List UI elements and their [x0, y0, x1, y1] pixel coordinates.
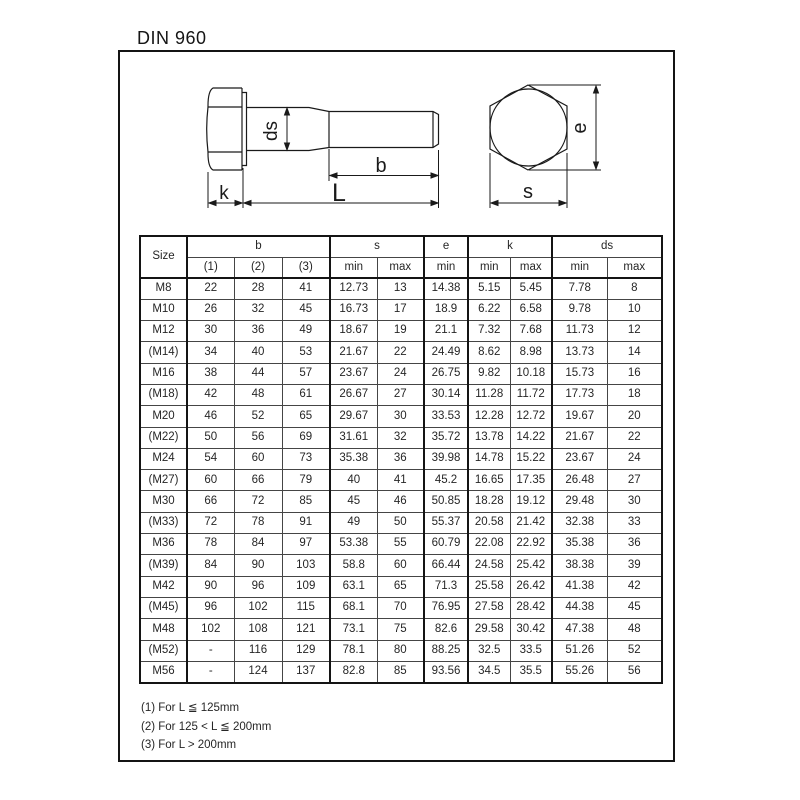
value-cell: 72 — [187, 512, 234, 533]
value-cell: 7.32 — [468, 321, 510, 342]
value-cell: 19.12 — [510, 491, 552, 512]
bolt-side-view — [207, 88, 439, 170]
value-cell: 26 — [187, 299, 234, 320]
value-cell: 44 — [234, 363, 282, 384]
value-cell: 38.38 — [552, 555, 607, 576]
value-cell: 23.67 — [330, 363, 377, 384]
value-cell: 14 — [607, 342, 662, 363]
size-cell: (M39) — [140, 555, 187, 576]
value-cell: 8.62 — [468, 342, 510, 363]
table-row — [140, 534, 662, 555]
value-cell: 85 — [377, 661, 424, 682]
value-cell: 29.58 — [468, 619, 510, 640]
b-dimension — [329, 149, 438, 181]
value-cell: 18.67 — [330, 321, 377, 342]
value-cell: 13.73 — [552, 342, 607, 363]
subcol-s-max: max — [377, 257, 424, 278]
s-label: s — [523, 181, 533, 203]
value-cell: 68.1 — [330, 597, 377, 618]
size-cell: (M27) — [140, 470, 187, 491]
value-cell: 61 — [282, 384, 330, 405]
value-cell: 96 — [234, 576, 282, 597]
size-cell: M10 — [140, 299, 187, 320]
value-cell: 22.92 — [510, 534, 552, 555]
s-dimension — [490, 153, 567, 208]
value-cell: 34 — [187, 342, 234, 363]
value-cell: 82.8 — [330, 661, 377, 682]
value-cell: 65 — [282, 406, 330, 427]
value-cell: 11.73 — [552, 321, 607, 342]
value-cell: 24.58 — [468, 555, 510, 576]
size-cell: M30 — [140, 491, 187, 512]
value-cell: 32.5 — [468, 640, 510, 661]
size-cell: M24 — [140, 448, 187, 469]
value-cell: 79 — [282, 470, 330, 491]
value-cell: 28.42 — [510, 597, 552, 618]
value-cell: 58.8 — [330, 555, 377, 576]
value-cell: 14.78 — [468, 448, 510, 469]
value-cell: - — [187, 661, 234, 682]
value-cell: 35.38 — [330, 448, 377, 469]
footnote-3: (3) For L > 200mm — [141, 739, 237, 751]
bolt-bearing-face — [242, 93, 247, 166]
value-cell: 17.73 — [552, 384, 607, 405]
header-sub-row — [140, 257, 662, 278]
col-header-s: s — [330, 236, 424, 257]
size-cell: M48 — [140, 619, 187, 640]
value-cell: 66 — [187, 491, 234, 512]
technical-drawing — [118, 50, 675, 235]
value-cell: 23.67 — [552, 448, 607, 469]
value-cell: 6.58 — [510, 299, 552, 320]
arrowhead — [330, 173, 337, 178]
value-cell: 25.42 — [510, 555, 552, 576]
value-cell: 12.72 — [510, 406, 552, 427]
value-cell: 60.79 — [424, 534, 468, 555]
size-cell: M56 — [140, 661, 187, 682]
table-row — [140, 427, 662, 448]
value-cell: 49 — [330, 512, 377, 533]
value-cell: 30 — [607, 491, 662, 512]
value-cell: 31.61 — [330, 427, 377, 448]
col-header-k: k — [468, 236, 552, 257]
value-cell: 26.67 — [330, 384, 377, 405]
value-cell: 27 — [607, 470, 662, 491]
value-cell: 116 — [234, 640, 282, 661]
value-cell: 12 — [607, 321, 662, 342]
value-cell: 39 — [607, 555, 662, 576]
value-cell: 39.98 — [424, 448, 468, 469]
value-cell: 53.38 — [330, 534, 377, 555]
value-cell: 96 — [187, 597, 234, 618]
value-cell: 69 — [282, 427, 330, 448]
table-row — [140, 406, 662, 427]
value-cell: 15.22 — [510, 448, 552, 469]
value-cell: 124 — [234, 661, 282, 682]
value-cell: 50.85 — [424, 491, 468, 512]
value-cell: 32 — [377, 427, 424, 448]
size-cell: M20 — [140, 406, 187, 427]
arrowhead — [559, 201, 566, 206]
value-cell: 22.08 — [468, 534, 510, 555]
value-cell: 30 — [377, 406, 424, 427]
value-cell: 121 — [282, 619, 330, 640]
value-cell: 9.78 — [552, 299, 607, 320]
value-cell: 7.78 — [552, 278, 607, 299]
value-cell: 63.1 — [330, 576, 377, 597]
value-cell: 66.44 — [424, 555, 468, 576]
value-cell: 45 — [330, 491, 377, 512]
dimension-table — [139, 235, 663, 684]
arrowhead — [285, 143, 290, 150]
table-row — [140, 363, 662, 384]
hexagon-outline — [490, 85, 567, 170]
value-cell: 27 — [377, 384, 424, 405]
size-cell: M16 — [140, 363, 187, 384]
size-cell: M12 — [140, 321, 187, 342]
value-cell: 19.67 — [552, 406, 607, 427]
value-cell: 29.67 — [330, 406, 377, 427]
arrowhead — [594, 162, 599, 169]
subcol-k-max: max — [510, 257, 552, 278]
arrowhead — [244, 201, 251, 206]
table-row — [140, 512, 662, 533]
subcol-ds-max: max — [607, 257, 662, 278]
size-cell: (M22) — [140, 427, 187, 448]
value-cell: 30 — [187, 321, 234, 342]
bolt-head-front-view — [490, 85, 567, 170]
value-cell: 7.68 — [510, 321, 552, 342]
table-header — [140, 236, 662, 278]
value-cell: 32.38 — [552, 512, 607, 533]
arrowhead — [285, 108, 290, 115]
value-cell: 22 — [607, 427, 662, 448]
value-cell: 27.58 — [468, 597, 510, 618]
subcol-e-min: min — [424, 257, 468, 278]
value-cell: 60 — [234, 448, 282, 469]
value-cell: 14.38 — [424, 278, 468, 299]
value-cell: 129 — [282, 640, 330, 661]
value-cell: 84 — [187, 555, 234, 576]
b-label: b — [375, 155, 387, 177]
value-cell: 55 — [377, 534, 424, 555]
value-cell: 70 — [377, 597, 424, 618]
subcol-k-min: min — [468, 257, 510, 278]
table-row — [140, 299, 662, 320]
value-cell: 8.98 — [510, 342, 552, 363]
size-cell: (M33) — [140, 512, 187, 533]
value-cell: 21.42 — [510, 512, 552, 533]
value-cell: 13 — [377, 278, 424, 299]
subcol-b3: (3) — [282, 257, 330, 278]
e-dimension — [529, 85, 601, 170]
value-cell: 108 — [234, 619, 282, 640]
col-header-size: Size — [140, 236, 187, 278]
size-cell: (M14) — [140, 342, 187, 363]
table-row — [140, 576, 662, 597]
subcol-b2: (2) — [234, 257, 282, 278]
col-header-b: b — [187, 236, 330, 257]
value-cell: 35.5 — [510, 661, 552, 682]
value-cell: 73 — [282, 448, 330, 469]
value-cell: 34.5 — [468, 661, 510, 682]
footnote-1: (1) For L ≦ 125mm — [141, 702, 240, 714]
value-cell: 16.73 — [330, 299, 377, 320]
value-cell: 13.78 — [468, 427, 510, 448]
value-cell: 42 — [607, 576, 662, 597]
header-group-row — [140, 236, 662, 257]
value-cell: 102 — [234, 597, 282, 618]
bolt-head-outline — [207, 88, 242, 170]
table-row — [140, 342, 662, 363]
value-cell: - — [187, 640, 234, 661]
value-cell: 48 — [607, 619, 662, 640]
size-cell: (M18) — [140, 384, 187, 405]
value-cell: 24 — [377, 363, 424, 384]
value-cell: 91 — [282, 512, 330, 533]
footnote-2: (2) For 125 < L ≦ 200mm — [141, 720, 272, 733]
value-cell: 56 — [234, 427, 282, 448]
value-cell: 18.28 — [468, 491, 510, 512]
ds-label: ds — [261, 120, 282, 142]
value-cell: 33.53 — [424, 406, 468, 427]
value-cell: 18.9 — [424, 299, 468, 320]
value-cell: 41.38 — [552, 576, 607, 597]
value-cell: 53 — [282, 342, 330, 363]
table-row — [140, 278, 662, 299]
value-cell: 20.58 — [468, 512, 510, 533]
value-cell: 93.56 — [424, 661, 468, 682]
value-cell: 78 — [187, 534, 234, 555]
value-cell: 51.26 — [552, 640, 607, 661]
value-cell: 45 — [282, 299, 330, 320]
value-cell: 10.18 — [510, 363, 552, 384]
k-label: k — [219, 183, 229, 204]
value-cell: 18 — [607, 384, 662, 405]
page-title: DIN 960 — [137, 28, 207, 48]
value-cell: 97 — [282, 534, 330, 555]
table-row — [140, 491, 662, 512]
value-cell: 9.82 — [468, 363, 510, 384]
value-cell: 36 — [377, 448, 424, 469]
value-cell: 88.25 — [424, 640, 468, 661]
value-cell: 19 — [377, 321, 424, 342]
value-cell: 25.58 — [468, 576, 510, 597]
value-cell: 76.95 — [424, 597, 468, 618]
value-cell: 10 — [607, 299, 662, 320]
value-cell: 11.72 — [510, 384, 552, 405]
e-label: e — [569, 122, 591, 134]
value-cell: 50 — [377, 512, 424, 533]
value-cell: 36 — [234, 321, 282, 342]
value-cell: 103 — [282, 555, 330, 576]
size-cell: M8 — [140, 278, 187, 299]
value-cell: 40 — [330, 470, 377, 491]
inscribed-circle — [490, 89, 567, 166]
value-cell: 80 — [377, 640, 424, 661]
arrowhead — [431, 173, 438, 178]
value-cell: 46 — [187, 406, 234, 427]
arrowhead — [594, 86, 599, 93]
value-cell: 8 — [607, 278, 662, 299]
value-cell: 26.42 — [510, 576, 552, 597]
value-cell: 84 — [234, 534, 282, 555]
footnotes — [141, 699, 271, 755]
col-header-ds: ds — [552, 236, 662, 257]
value-cell: 26.48 — [552, 470, 607, 491]
size-cell: M42 — [140, 576, 187, 597]
value-cell: 14.22 — [510, 427, 552, 448]
value-cell: 24 — [607, 448, 662, 469]
value-cell: 24.49 — [424, 342, 468, 363]
l-label: L — [332, 179, 346, 207]
table-row — [140, 448, 662, 469]
value-cell: 54 — [187, 448, 234, 469]
table-row — [140, 384, 662, 405]
value-cell: 26.75 — [424, 363, 468, 384]
value-cell: 78.1 — [330, 640, 377, 661]
arrowhead — [209, 201, 216, 206]
value-cell: 55.26 — [552, 661, 607, 682]
size-cell: (M45) — [140, 597, 187, 618]
value-cell: 35.38 — [552, 534, 607, 555]
value-cell: 66 — [234, 470, 282, 491]
value-cell: 90 — [187, 576, 234, 597]
table-row — [140, 321, 662, 342]
value-cell: 47.38 — [552, 619, 607, 640]
value-cell: 45.2 — [424, 470, 468, 491]
value-cell: 82.6 — [424, 619, 468, 640]
table-row — [140, 555, 662, 576]
value-cell: 21.1 — [424, 321, 468, 342]
value-cell: 56 — [607, 661, 662, 682]
value-cell: 78 — [234, 512, 282, 533]
size-cell: M36 — [140, 534, 187, 555]
value-cell: 48 — [234, 384, 282, 405]
subcol-s-min: min — [330, 257, 377, 278]
value-cell: 32 — [234, 299, 282, 320]
subcol-b1: (1) — [187, 257, 234, 278]
value-cell: 65 — [377, 576, 424, 597]
value-cell: 21.67 — [552, 427, 607, 448]
value-cell: 102 — [187, 619, 234, 640]
value-cell: 115 — [282, 597, 330, 618]
value-cell: 30.42 — [510, 619, 552, 640]
value-cell: 21.67 — [330, 342, 377, 363]
value-cell: 5.45 — [510, 278, 552, 299]
ds-dimension — [261, 108, 290, 150]
value-cell: 46 — [377, 491, 424, 512]
value-cell: 6.22 — [468, 299, 510, 320]
value-cell: 5.15 — [468, 278, 510, 299]
value-cell: 60 — [377, 555, 424, 576]
value-cell: 52 — [234, 406, 282, 427]
table-body — [140, 278, 662, 683]
col-header-e: e — [424, 236, 468, 257]
arrowhead — [235, 201, 242, 206]
value-cell: 42 — [187, 384, 234, 405]
value-cell: 12.73 — [330, 278, 377, 299]
value-cell: 57 — [282, 363, 330, 384]
value-cell: 29.48 — [552, 491, 607, 512]
value-cell: 41 — [377, 470, 424, 491]
table-row — [140, 661, 662, 682]
value-cell: 90 — [234, 555, 282, 576]
value-cell: 73.1 — [330, 619, 377, 640]
value-cell: 16.65 — [468, 470, 510, 491]
table-row — [140, 619, 662, 640]
table-row — [140, 470, 662, 491]
value-cell: 33.5 — [510, 640, 552, 661]
value-cell: 22 — [377, 342, 424, 363]
bolt-head-facet-lines — [208, 107, 242, 152]
value-cell: 60 — [187, 470, 234, 491]
value-cell: 44.38 — [552, 597, 607, 618]
value-cell: 85 — [282, 491, 330, 512]
value-cell: 30.14 — [424, 384, 468, 405]
value-cell: 109 — [282, 576, 330, 597]
subcol-ds-min: min — [552, 257, 607, 278]
table-row — [140, 640, 662, 661]
value-cell: 41 — [282, 278, 330, 299]
value-cell: 15.73 — [552, 363, 607, 384]
value-cell: 52 — [607, 640, 662, 661]
value-cell: 38 — [187, 363, 234, 384]
value-cell: 12.28 — [468, 406, 510, 427]
value-cell: 17 — [377, 299, 424, 320]
table-row — [140, 597, 662, 618]
value-cell: 71.3 — [424, 576, 468, 597]
value-cell: 55.37 — [424, 512, 468, 533]
arrowhead — [431, 201, 438, 206]
value-cell: 28 — [234, 278, 282, 299]
value-cell: 45 — [607, 597, 662, 618]
value-cell: 16 — [607, 363, 662, 384]
value-cell: 36 — [607, 534, 662, 555]
value-cell: 33 — [607, 512, 662, 533]
value-cell: 137 — [282, 661, 330, 682]
value-cell: 72 — [234, 491, 282, 512]
value-cell: 49 — [282, 321, 330, 342]
value-cell: 40 — [234, 342, 282, 363]
value-cell: 75 — [377, 619, 424, 640]
value-cell: 22 — [187, 278, 234, 299]
size-cell: (M52) — [140, 640, 187, 661]
value-cell: 35.72 — [424, 427, 468, 448]
value-cell: 11.28 — [468, 384, 510, 405]
value-cell: 17.35 — [510, 470, 552, 491]
value-cell: 50 — [187, 427, 234, 448]
arrowhead — [491, 201, 498, 206]
value-cell: 20 — [607, 406, 662, 427]
